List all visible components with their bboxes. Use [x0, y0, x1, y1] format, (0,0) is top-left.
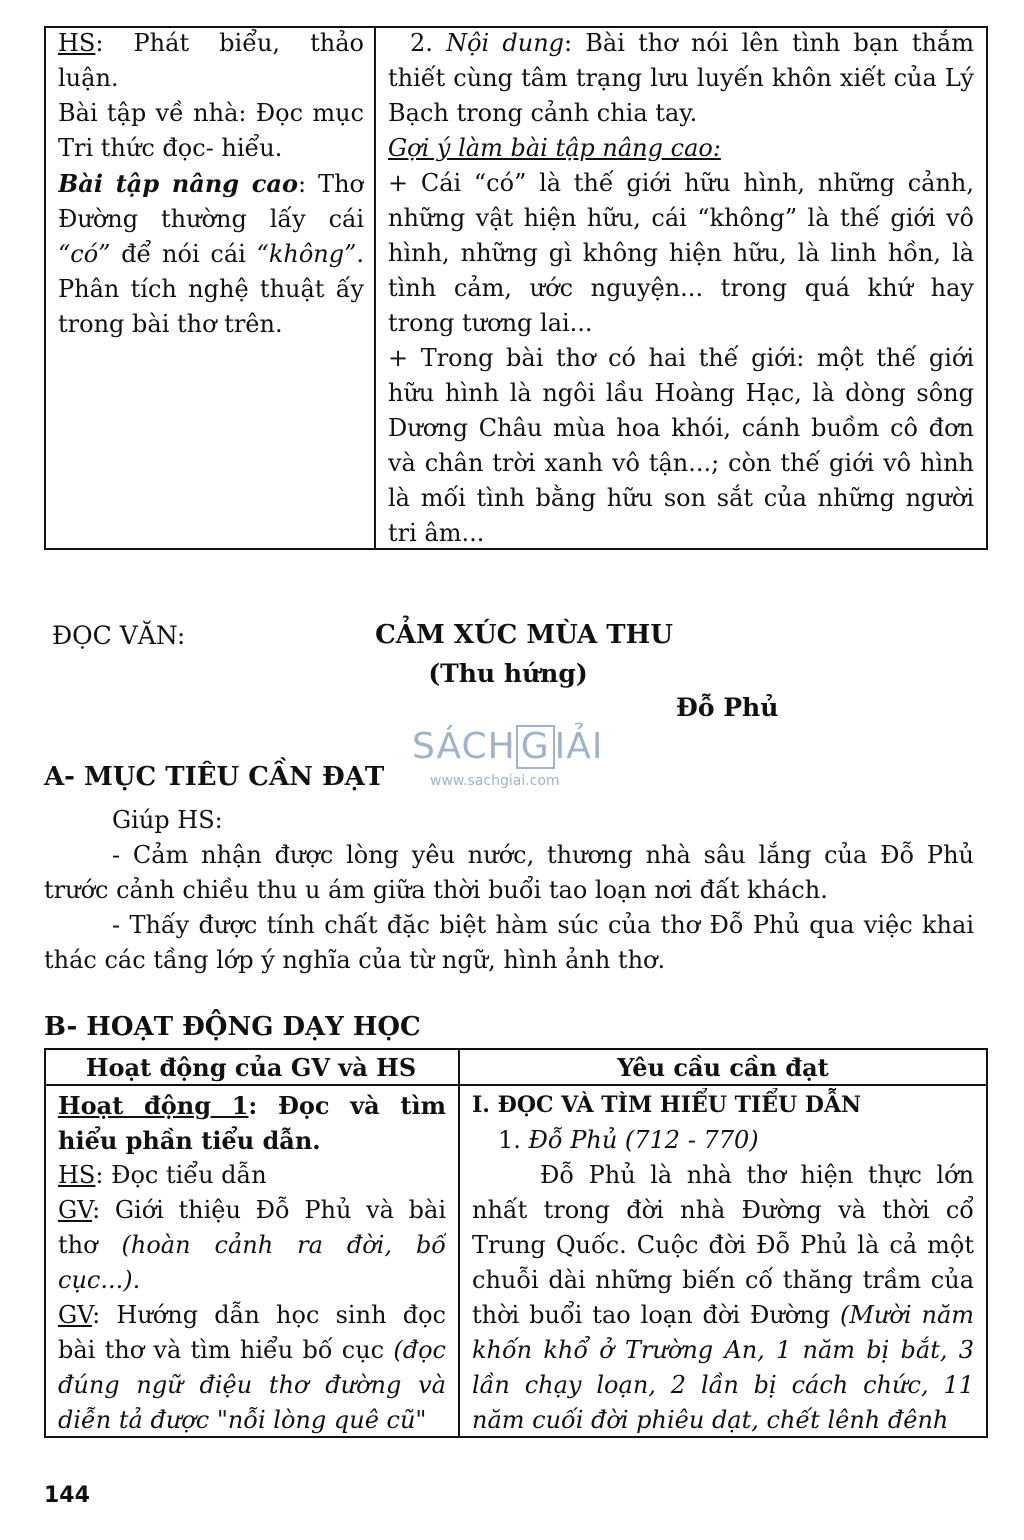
section-a-goals — [44, 838, 974, 978]
content-number: 2. — [410, 29, 447, 57]
hint-heading: Gợi ý làm bài tập nâng cao: — [388, 134, 721, 162]
activity-right-cell — [472, 1088, 974, 1436]
advanced-exercise-text-3: . Phân tích nghệ thuật ấy trong bài thơ trên. — [58, 240, 364, 338]
gv-guide-italic: (đọc đúng ngữ điệu thơ đường và diễn tả được "nỗi lòng quê cũ" — [58, 1336, 446, 1434]
content-label: Nội dung — [446, 29, 565, 57]
hs-text: : Phát biểu, thảo luận. — [58, 29, 364, 92]
lesson-category: ĐỌC VĂN: — [52, 621, 186, 650]
section-a-heading: A- MỤC TIÊU CẦN ĐẠT — [44, 762, 385, 792]
homework-text: Bài tập về nhà: Đọc mục Tri thức đọc- hiểu. — [58, 99, 364, 162]
section-a-goal-1: - Cảm nhận được lòng yêu nước, thương nhà sâu lắng của Đỗ Phủ trước cảnh chiều thu u ám giữa thời buổi tao loạn nơi đất khách. — [44, 841, 974, 904]
khong-word: “không” — [256, 240, 357, 268]
gv-intro-text: : Giới thiệu Đỗ Phủ và bài thơ — [58, 1196, 446, 1259]
gv-guide-text: : Hướng dẫn học sinh đọc bài thơ và tìm hiểu bố cục — [58, 1301, 446, 1364]
hs-label: HS — [58, 29, 96, 57]
gv-intro-italic: (hoàn cảnh ra đời, bố cục...). — [58, 1231, 446, 1294]
activity-1-label: Hoạt động 1 — [58, 1091, 249, 1120]
section-b-heading: B- HOẠT ĐỘNG DẠY HỌC — [44, 1012, 421, 1042]
lesson-author: Đỗ Phủ — [676, 693, 779, 722]
activity-left-cell — [58, 1088, 446, 1436]
advanced-exercise-text: : Thơ Đường thường lấy cái — [58, 170, 364, 233]
co-word: “có” — [58, 240, 111, 268]
section-a-goal-2: - Thấy được tính chất đặc biệt hàm súc của thơ Đỗ Phủ qua việc khai thác các tầng lớp ý nghĩa của từ ngữ, hình ảnh thơ. — [44, 911, 974, 974]
advanced-exercise-label: Bài tập nâng cao — [58, 169, 298, 198]
author-paragraph-italic: (Mười năm khốn khổ ở Trường An, 1 năm bị bắt, 3 lần chạy loạn, 2 lần bị cách chức, 11 năm cuối đời phiêu dạt, chết lênh đênh — [472, 1301, 974, 1434]
section-a-intro: Giúp HS: — [112, 806, 223, 834]
content-text: : Bài thơ nói lên tình bạn thắm thiết cùng tâm trạng lưu luyến khôn xiết của Lý Bạch trong cảnh chia tay. — [388, 29, 974, 127]
author-item-label: Đỗ Phủ (712 - 770) — [528, 1126, 759, 1154]
author-item-number: 1. — [498, 1126, 529, 1154]
page-number: 144 — [44, 1483, 90, 1508]
watermark-logo — [412, 722, 617, 772]
activity-1-text: : Đọc và tìm hiểu phần tiểu dẫn. — [58, 1091, 446, 1155]
hs-reading-text: : Đọc tiểu dẫn — [95, 1161, 267, 1189]
watermark-brand-part-2: IẢI — [554, 726, 604, 767]
advanced-exercise-text-2: để nói cái — [110, 240, 257, 268]
author-paragraph: Đỗ Phủ là nhà thơ hiện thực lớn nhất trong đời nhà Đường và thời cổ Trung Quốc. Cuộc đời Đỗ Phủ là cả một chuỗi dài những biến cố thăng trầm của thời buổi tao loạn đời Đường — [472, 1161, 974, 1329]
activity-table-divider — [458, 1048, 460, 1438]
lesson-subtitle: (Thu hứng) — [428, 659, 588, 688]
reading-section-heading: I. ĐỌC VÀ TÌM HIỂU TIỂU DẪN — [472, 1092, 862, 1118]
watermark-brand-g: G — [516, 725, 555, 769]
hint-point-2: + Trong bài thơ có hai thế giới: một thế giới hữu hình là ngôi lầu Hoàng Hạc, là dòng sông Dương Châu mùa hoa khói, cánh buồm cô đơn và chân trời xanh vô tận...; còn thế giới vô hình là mối tình bằng hữu son sắt của những người tri âm... — [388, 344, 974, 546]
top-table-divider — [374, 26, 376, 550]
watermark-brand-part-1: SÁCH — [412, 726, 516, 767]
watermark-url: www.sachgiai.com — [430, 773, 560, 789]
gv-guide-label: GV — [58, 1301, 93, 1329]
gv-intro-label: GV — [58, 1196, 93, 1224]
hs-reading-label: HS — [58, 1161, 96, 1189]
watermark — [412, 722, 617, 790]
top-table-left-cell — [58, 26, 364, 546]
activity-header-right: Yêu cầu cần đạt — [617, 1053, 829, 1082]
hint-point-1: + Cái “có” là thế giới hữu hình, những cảnh, những vật hiện hữu, cái “không” là thế giới vô hình, những gì không hiện hữu, là linh hồn, là tình cảm, ước nguyện... trong quá khứ hay trong tương lai... — [388, 169, 974, 337]
activity-header-left: Hoạt động của GV và HS — [85, 1053, 417, 1082]
lesson-title: CẢM XÚC MÙA THU — [375, 620, 673, 650]
top-table-right-cell — [388, 26, 974, 546]
